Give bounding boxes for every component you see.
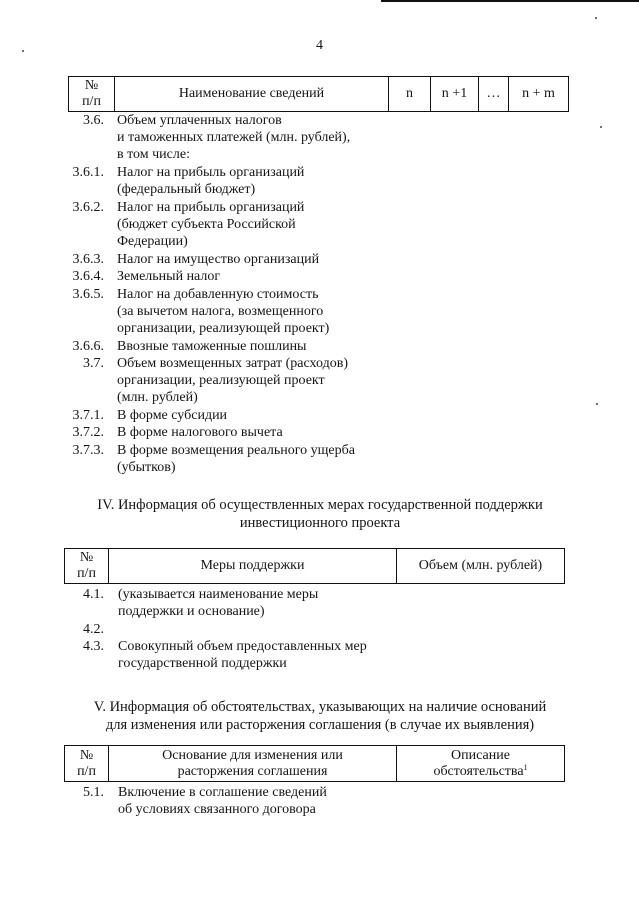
section5-header-desc-line2 — [401, 764, 560, 780]
row-text: (убытков) — [117, 460, 176, 475]
footnote-marker: 1 — [523, 762, 528, 772]
section5-table-header — [64, 745, 565, 782]
section5-header-basis-line1: Основание для изменения или — [162, 747, 343, 763]
table-row-continued — [0, 372, 639, 389]
row-text: Включение в соглашение сведений — [118, 785, 327, 800]
row-number: 3.7. — [83, 356, 104, 371]
table-row-continued — [0, 603, 639, 620]
row-text: Федерации) — [117, 234, 188, 249]
row-number: 5.1. — [83, 785, 104, 800]
row-text: организации, реализующей проект — [117, 373, 325, 388]
row-text: В форме субсидии — [117, 408, 228, 423]
row-text: в том числе: — [117, 147, 190, 162]
table-row-continued — [0, 459, 639, 476]
row-text: и таможенных платежей (млн. рублей), — [117, 130, 351, 145]
table3-header-n1: n +1 — [431, 77, 479, 112]
row-text: Земельный налог — [117, 269, 221, 284]
section4-table-header — [64, 548, 565, 584]
section5-header-description — [397, 746, 565, 782]
section4-header-measures: Меры поддержки — [109, 549, 397, 584]
table-row — [0, 424, 639, 441]
row-text: (за вычетом налога, возмещенного — [117, 304, 324, 319]
table3-header — [68, 76, 569, 112]
section5-header-basis — [109, 746, 397, 782]
section5-header-desc-line1: Описание — [451, 747, 510, 763]
table-row — [0, 338, 639, 355]
table-row — [0, 442, 639, 459]
row-text: Ввозные таможенные пошлины — [117, 339, 307, 354]
table-row-continued — [0, 320, 639, 337]
row-number: 3.6.5. — [72, 287, 104, 302]
row-number: 4.3. — [83, 639, 104, 654]
page-number: 4 — [316, 38, 323, 53]
section5-header-num: № п/п — [65, 746, 109, 782]
row-text: Объем возмещенных затрат (расходов) — [117, 356, 349, 371]
table-row-continued — [0, 233, 639, 250]
table-row — [0, 784, 639, 801]
table-row — [0, 251, 639, 268]
row-text: В форме налогового вычета — [117, 425, 283, 440]
section5-header-desc-text: обстоятельства — [433, 763, 524, 779]
row-text: государственной поддержки — [118, 656, 287, 671]
table-row — [0, 164, 639, 181]
section4-title: IV. Информация об осуществленных мерах государственной поддержки — [97, 497, 543, 513]
row-text: об условиях связанного договора — [118, 802, 316, 817]
scan-speck — [595, 17, 597, 19]
table3-header-n: n — [389, 77, 431, 112]
row-number: 3.7.3. — [72, 443, 104, 458]
section5-subtitle: для изменения или расторжения соглашения (в случае их выявления) — [105, 717, 535, 733]
row-text: Налог на добавленную стоимость — [117, 287, 319, 302]
table-row-continued — [0, 146, 639, 163]
section5-title: V. Информация об обстоятельствах, указывающих на наличие оснований — [93, 699, 547, 715]
row-text: (млн. рублей) — [117, 390, 198, 405]
row-text: поддержки и основание) — [118, 604, 265, 619]
row-text: Совокупный объем предоставленных мер — [118, 639, 367, 654]
row-number: 4.2. — [83, 622, 104, 637]
table3-header-nm: n + m — [509, 77, 569, 112]
table-row-continued — [0, 181, 639, 198]
row-number: 3.6. — [83, 113, 104, 128]
table-row — [0, 268, 639, 285]
row-text: (бюджет субъекта Российской — [117, 217, 296, 232]
table-row-continued — [0, 216, 639, 233]
row-text: организации, реализующей проект) — [117, 321, 330, 336]
table-row-continued — [0, 801, 639, 818]
table-row-continued — [0, 389, 639, 406]
table3-header-ellipsis: … — [479, 77, 509, 112]
row-text: Налог на прибыль организаций — [117, 165, 305, 180]
section4-subtitle: инвестиционного проекта — [239, 515, 401, 531]
row-number: 3.6.3. — [72, 252, 104, 267]
row-text: Объем уплаченных налогов — [117, 113, 282, 128]
row-number: 3.6.4. — [72, 269, 104, 284]
table-row — [0, 407, 639, 424]
row-number: 4.1. — [83, 587, 104, 602]
section5-header-basis-line2: расторжения соглашения — [177, 763, 328, 779]
table-row — [0, 355, 639, 372]
row-text: (федеральный бюджет) — [117, 182, 256, 197]
table3-header-name: Наименование сведений — [115, 77, 389, 112]
table-row — [0, 638, 639, 655]
row-text: Налог на имущество организаций — [117, 252, 320, 267]
row-number: 3.7.2. — [72, 425, 104, 440]
section4-header-volume: Объем (млн. рублей) — [397, 549, 565, 584]
row-number: 3.6.2. — [72, 200, 104, 215]
table-row-continued — [0, 129, 639, 146]
table-row-continued — [0, 303, 639, 320]
row-number: 3.6.1. — [72, 165, 104, 180]
row-text: (указывается наименование меры — [118, 587, 319, 602]
table-row — [0, 621, 639, 638]
row-text: Налог на прибыль организаций — [117, 200, 305, 215]
row-number: 3.7.1. — [72, 408, 104, 423]
table-row — [0, 199, 639, 216]
row-number: 3.6.6. — [72, 339, 104, 354]
top-rule — [381, 0, 639, 2]
table-row — [0, 586, 639, 603]
table-row — [0, 286, 639, 303]
row-text: В форме возмещения реального ущерба — [117, 443, 355, 458]
table-row — [0, 112, 639, 129]
table3-header-num: № п/п — [69, 77, 115, 112]
table-row-continued — [0, 655, 639, 672]
section4-header-num: № п/п — [65, 549, 109, 584]
